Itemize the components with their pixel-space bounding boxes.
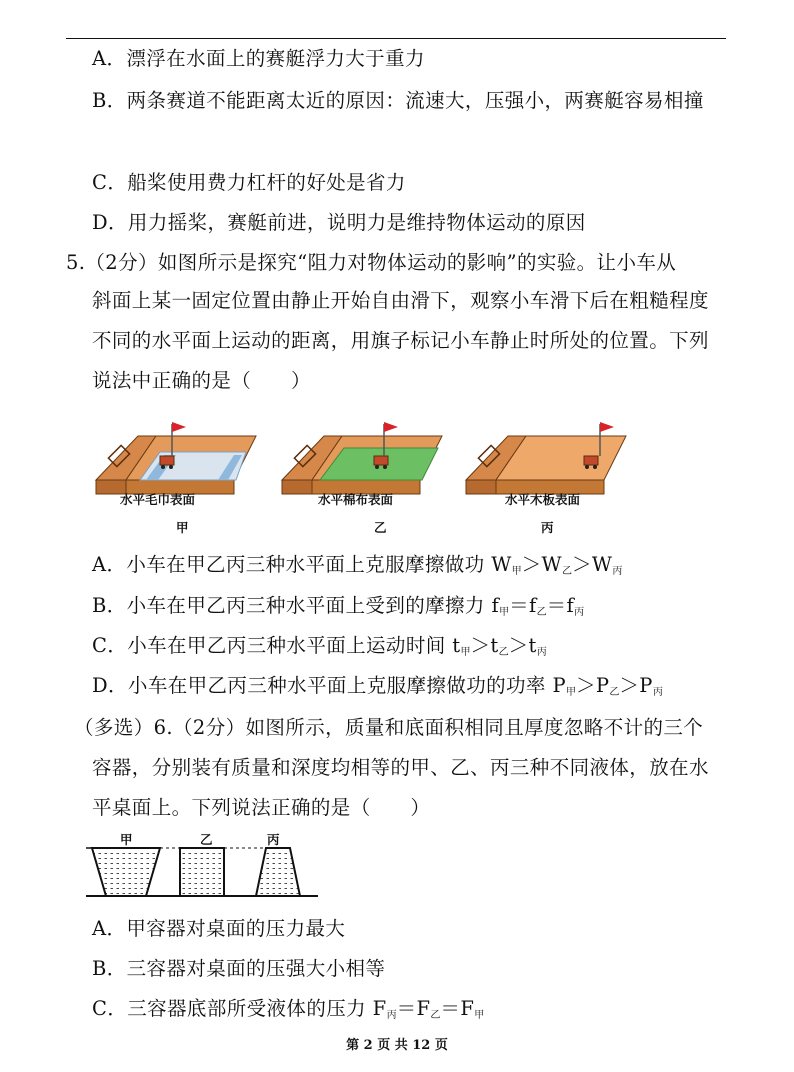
container-yi: [180, 848, 224, 896]
q6-option-a: A．甲容器对桌面的压力最大: [92, 917, 346, 940]
q6-option-b: B．三容器对桌面的压强大小相等: [92, 957, 386, 980]
q6-stem-line3: 平桌面上。下列说法正确的是（ ）: [92, 796, 431, 819]
q5-option-b-formula: $f_甲=f_乙=f_丙$: [491, 594, 585, 618]
container-label-bing: 丙: [267, 832, 280, 847]
figure-label-jia: 甲: [176, 520, 189, 535]
q5-stem-line4: 说法中正确的是（ ）: [92, 369, 311, 392]
ramp-towel: [96, 422, 256, 494]
q5-stem-line1: 5.（2分）如图所示是探究“阻力对物体运动的影响”的实验。让小车从: [66, 251, 677, 274]
figure-label-yi: 乙: [374, 520, 387, 535]
q4-option-d: D．用力摇桨，赛艇前进，说明力是维持物体运动的原因: [92, 211, 586, 234]
q5-option-a-formula: $W_甲>W_乙>W_丙$: [491, 553, 623, 577]
container-bing: [256, 848, 300, 896]
q4-option-a: A．漂浮在水面上的赛艇浮力大于重力: [92, 47, 425, 70]
surface-label-cotton: 水平棉布表面: [318, 492, 394, 507]
surface-label-towel: 水平毛巾表面: [120, 492, 196, 507]
q5-stem-line3: 不同的水平面上运动的距离，用旗子标记小车静止时所处的位置。下列: [92, 329, 709, 352]
q5-option-a: A．小车在甲乙丙三种水平面上克服摩擦做功 $W_甲>W_乙>W_丙$: [92, 553, 623, 577]
container-label-yi: 乙: [200, 832, 213, 847]
top-rule: [66, 38, 726, 39]
q6-option-c-formula: $F_丙=F_乙=F_甲$: [372, 997, 485, 1021]
q6-option-c: C．三容器底部所受液体的压力 $F_丙=F_乙=F_甲$: [92, 997, 485, 1021]
container-label-jia: 甲: [120, 832, 133, 847]
surface-label-wood: 水平木板表面: [505, 492, 581, 507]
ramp-wood: [466, 422, 626, 494]
page-footer: 第 2 页 共 12 页: [346, 1038, 448, 1053]
container-jia: [92, 848, 160, 896]
q6-stem-line2: 容器，分别装有质量和深度均相等的甲、乙、丙三种不同液体，放在水: [92, 756, 709, 779]
figure-label-bing: 丙: [541, 520, 554, 535]
ramp-cotton: [282, 422, 442, 494]
q5-option-c: C．小车在甲乙丙三种水平面上运动时间 $t_甲>t_乙>t_丙$: [92, 634, 547, 658]
q5-option-c-formula: $t_甲>t_乙>t_丙$: [452, 634, 547, 658]
q6-stem-line1: （多选）6.（2分）如图所示，质量和底面积相同且厚度忽略不计的三个: [74, 716, 704, 739]
q4-option-b: B．两条赛道不能距离太近的原因：流速大，压强小，两赛艇容易相撞: [92, 89, 704, 112]
q5-option-d: D．小车在甲乙丙三种水平面上克服摩擦做功的功率 $P_甲>P_乙>P_丙$: [92, 674, 663, 698]
q4-option-c: C．船桨使用费力杠杆的好处是省力: [92, 171, 406, 194]
q5-stem-line2: 斜面上某一固定位置由静止开始自由滑下，观察小车滑下后在粗糙程度: [92, 289, 709, 312]
q5-option-b: B．小车在甲乙丙三种水平面上受到的摩擦力 $f_甲=f_乙=f_丙$: [92, 594, 585, 618]
q5-option-d-formula: $P_甲>P_乙>P_丙$: [552, 674, 663, 698]
